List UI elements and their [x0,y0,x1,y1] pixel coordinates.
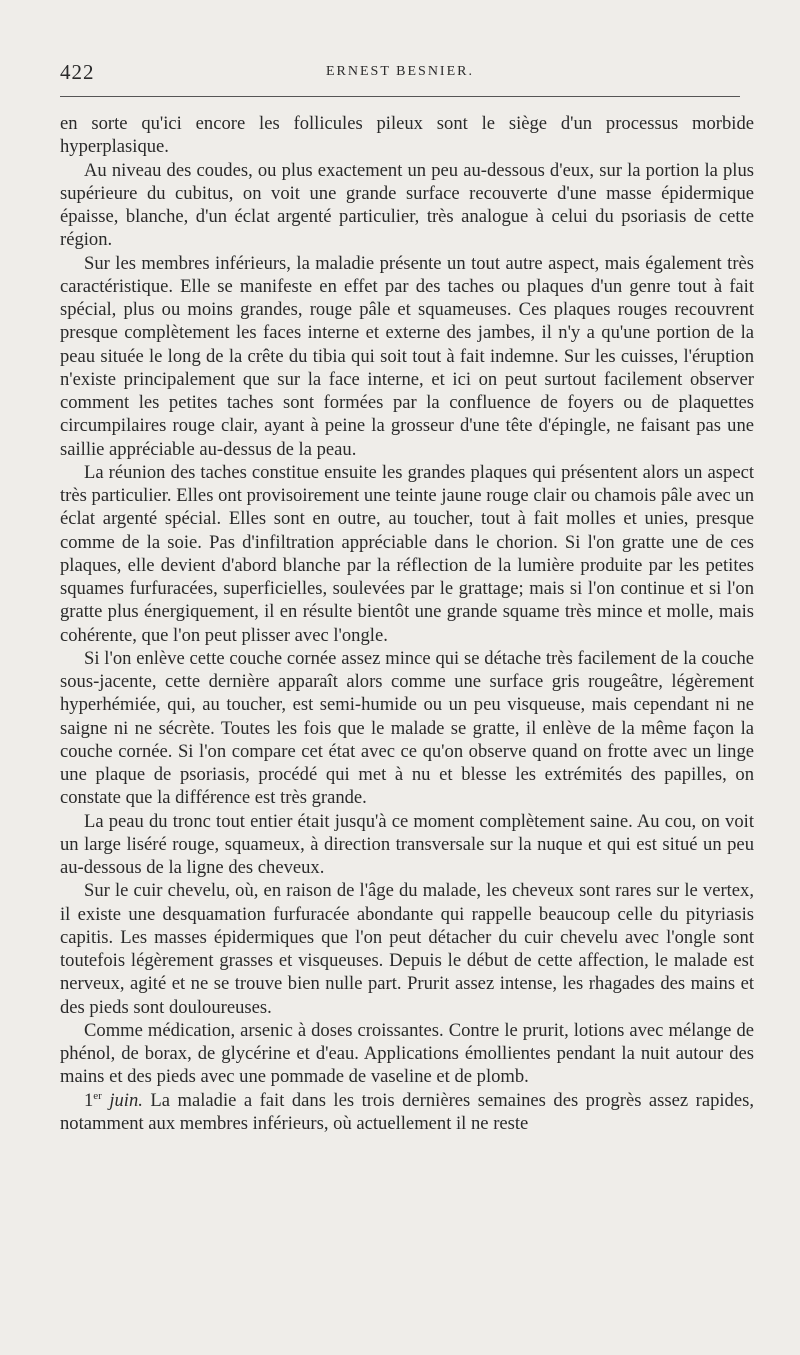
paragraph: La peau du tronc tout entier était jusqu'à ce moment complètement saine. Au cou, on voit un large liséré rouge, squameux, à direction transversale sur la nuque et qui est situé un peu au-dessous de la ligne des cheveux. [60,810,754,878]
paragraph: Si l'on enlève cette couche cornée assez mince qui se détache très facilement de la couche sous-jacente, cette dernière apparaît alors comme une surface gris rougeâtre, légèrement hyperhémiée, qui, au toucher, est semi-humide ou un peu visqueuse, mais cependant ni ne saigne ni ne sécrète. Toutes les fois que le malade se gratte, il enlève de la même façon la couche cornée. Si l'on compare cet état avec ce qu'on observe quand on frotte avec un linge une plaque de psoriasis, procédé qui met à nu et blesse les extrémités des papilles, on constate que la différence est très grande. [60,647,754,809]
paragraph: en sorte qu'ici encore les follicules pileux sont le siège d'un processus morbide hyperplasique. [60,113,754,158]
running-title: ERNEST BESNIER. [326,64,474,79]
paragraph: La réunion des taches constitue ensuite les grandes plaques qui présentent alors un aspect très particulier. Elles ont provisoirement une teinte jaune rouge clair ou chamois pâle avec un éclat argenté spécial. Elles sont en outre, au toucher, tout à fait molles et unies, presque comme de la soie. Pas d'infiltration appréciable dans le chorion. Si l'on gratte une de ces plaques, elle devient d'abord blanche par la réflection de la lumière produite par les petites squames furfuracées, superficielles, soulevées par le grattage; mais si l'on continue et si l'on gratte plus énergiquement, il en résulte bientôt une grande squame très mince et molle, mais cohérente, que l'on peut plisser avec l'ongle. [60,461,754,646]
date-month: juin. [109,1089,143,1111]
date-day: 1 [84,1089,94,1111]
page-number: 422 [60,60,95,84]
paragraph-text: La maladie a fait dans les trois dernières semaines des progrès assez rapides, notamment aux membres inférieurs, où actuellement il ne reste [60,1089,754,1134]
paragraph: Comme médication, arsenic à doses croissantes. Contre le prurit, lotions avec mélange de phénol, de borax, de glycérine et d'eau. Applications émollientes pendant la nuit autour des mains et des pieds avec une pommade de vaseline et de plomb. [60,1019,754,1088]
date-ordinal: er [93,1089,102,1102]
paragraph: Au niveau des coudes, ou plus exactement un peu au-dessous d'eux, sur la portion la plus supérieure du cubitus, on voit une grande surface recouverte d'une masse épidermique épaisse, blanche, d'un éclat argenté particulier, très analogue à celui du psoriasis de cette région. [60,159,754,251]
paragraph-dated [60,1089,754,1136]
header-rule [60,96,740,97]
page-header [60,58,740,88]
body-text [60,112,754,1135]
paragraph: Sur le cuir chevelu, où, en raison de l'âge du malade, les cheveux sont rares sur le vertex, il existe une desquamation furfuracée abondante qui rappelle beaucoup celle du pityriasis capitis. Les masses épidermiques que l'on peut détacher du cuir chevelu avec l'ongle sont toutefois légèrement grasses et visqueuses. Depuis le début de cette affection, le malade est nerveux, agité et ne se trouve bien nulle part. Prurit assez intense, les rhagades des mains et des pieds sont douloureuses. [60,880,754,1018]
paragraph: Sur les membres inférieurs, la maladie présente un tout autre aspect, mais également très caractéristique. Elle se manifeste en effet par des taches ou plaques d'un genre tout à fait spécial, plus ou moins grandes, rouge pâle et squameuses. Ces plaques rouges recouvrent presque complètement les faces interne et externe des jambes, il n'y a qu'une portion de la peau située le long de la crête du tibia qui soit tout à fait indemne. Sur les cuisses, l'éruption n'existe principalement que sur la face interne, et ici on peut surtout facilement observer comment les petites taches sont formées par la confluence de foyers ou de plaquettes circumpilaires rouge clair, ayant à peine la grosseur d'une tête d'épingle, ne faisant pas une saillie appréciable au-dessus de la peau. [60,252,754,460]
